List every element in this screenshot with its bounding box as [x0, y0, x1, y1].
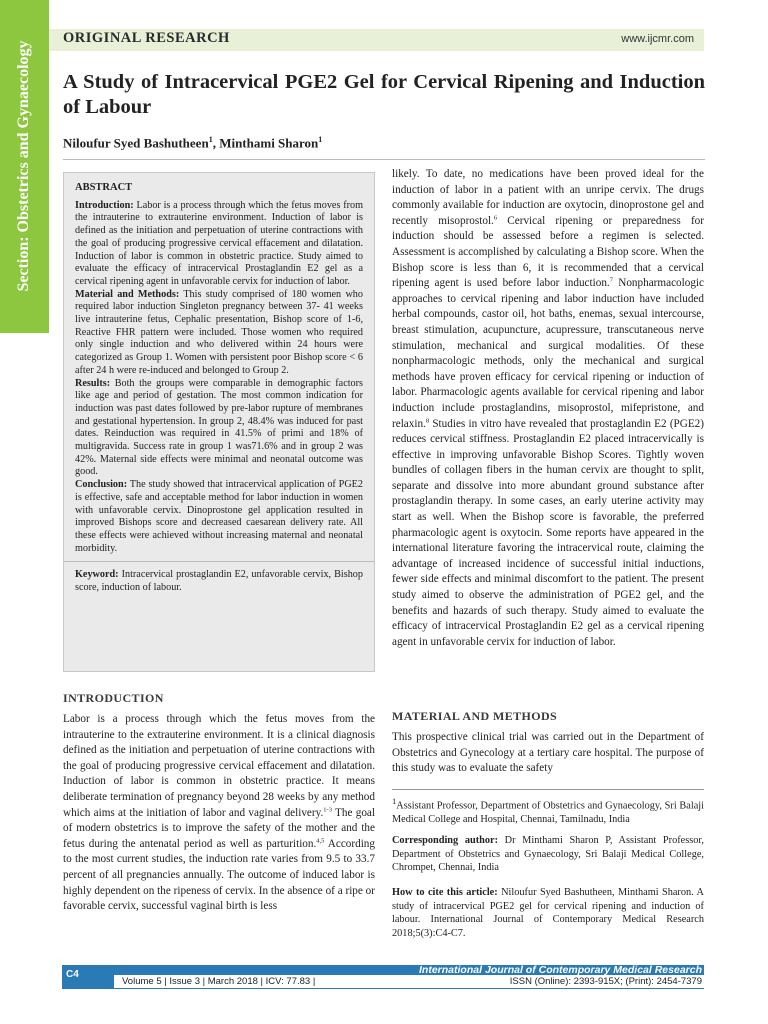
methods-text: This prospective clinical trial was carried out in the Department of Obstetrics and Gynecology at a tertiary care hospital. The purpose of this study was to evaluate the safety — [392, 731, 704, 775]
affiliation-footnote — [392, 795, 704, 827]
affiliation-mark: 1 — [392, 796, 397, 806]
volume-info: Volume 5 | Issue 3 | March 2018 | ICV: 77.83 | — [122, 976, 316, 987]
body-text: Nonpharmacologic approaches to cervical ripening and labor induction have included herbal compounds, castor oil, hot baths, enemas, sexual intercourse, breast stimulation, acupuncture, acupressure, transcutaneous nerve stimulation, mechanical and surgical modalities. Of these nonpharmacologic methods, only the mechanical and surgical methods have proven efficacy for cervical ripening or induction of labor. Pharmacologic agents available for cervical ripening and labor induction include prostaglandins, misoprostol, mifepristone, and relaxin. — [392, 277, 704, 430]
keyword-text: Intracervical prostaglandin E2, unfavorable cervix, Bishop score, induction of labour. — [75, 569, 363, 594]
keyword-label: Keyword: — [75, 569, 119, 581]
footnote-text: Niloufur Syed Bashutheen, Minthami Sharon. A study of intracervical PGE2 gel for cervical ripening and induction of labour. International Journal of Contemporary Medical Research 2018;5(3):C4-C7. — [392, 887, 704, 939]
abstract-introduction — [75, 200, 363, 289]
abstract-text: Both the groups were comparable in demographic factors like age and period of gestation. The most common indication for induction was past dates followed by pre-labor rupture of membranes and gestational hypertension. In group 2, 48.4% was induced for past dates. Reinduction was required in 41.5% of primi and 18% of multigravida. Success rate in group 1 was71.6% and in group 2 was 42%. Maternal side effects were minimal and neonatal outcome was good. — [75, 377, 363, 478]
keyword-section — [64, 561, 374, 594]
footnote-divider — [392, 789, 704, 790]
section-label: Section: Obstetrics and Gynaecology — [15, 40, 32, 292]
introduction-heading: INTRODUCTION — [63, 691, 164, 705]
abstract-label: Material and Methods: — [75, 288, 180, 300]
footnote-label: Corresponding author: — [392, 835, 499, 846]
abstract-label: Results: — [75, 377, 111, 389]
abstract-text: The study showed that intracervical application of PGE2 is effective, safe and acceptable method for labor induction in women with unfavorable cervix. Dinoprostone gel application resulted in improved Bishops score and decreased caesarean delivery rate. All these effects were achieved without increasing maternal and neonatal morbidity. — [75, 479, 363, 554]
author-separator: , — [212, 135, 220, 151]
abstract-conclusion — [75, 479, 363, 555]
abstract-methods — [75, 289, 363, 378]
body-text: According to the most current studies, the induction rate varies from 9.5 to 33.7 percent of all pregnancies annually. The outcome of induced labor is highly dependent on the ripeness of cervix. In the absence of a ripe or favorable cervix, successful vaginal birth is less — [63, 837, 375, 913]
right-column-text — [392, 167, 704, 650]
body-text: Labor is a process through which the fetus moves from the intrauterine to the extrauterine environment. It is a clinical diagnosis defined as the initiation and perpetuation of uterine contractions with the goal of producing progressive cervical effacement and dilatation. Induction of labor is common in obstetric practice. It means deliberate termination of pregnancy beyond 28 weeks by any method which aims at the initiation of labor and vaginal delivery. — [63, 713, 375, 819]
authors — [63, 135, 322, 151]
citation-ref: 6 — [493, 214, 498, 222]
issn-info: ISSN (Online): 2393-915X; (Print): 2454-7379 — [509, 976, 702, 987]
section-sidebar — [0, 0, 49, 333]
abstract-label: Introduction: — [75, 199, 134, 211]
page-number: C4 — [62, 967, 114, 989]
body-text: The goal of modern obstetrics is to improve the safety of the mother and the fetus during the antenatal period as well as parturition. — [63, 806, 375, 850]
keywords — [75, 569, 363, 594]
citation-note — [392, 886, 704, 940]
body-text: likely. To date, no medications have been proved ideal for the induction of labor in a patient with an unripe cervix. The drugs commonly available for induction are oxytocin, dinoprostone gel and recently misoprostol. — [392, 168, 704, 227]
author-affiliation-mark: 1 — [208, 135, 213, 144]
author-name: Minthami Sharon — [219, 135, 319, 151]
abstract-heading: ABSTRACT — [75, 182, 133, 193]
citation-ref: 1-3 — [323, 805, 332, 813]
title-divider — [63, 159, 705, 160]
article-type-label: ORIGINAL RESEARCH — [63, 30, 230, 46]
abstract-text: This study comprised of 180 women who required labor induction Singleton pregnancy between 37- 41 weeks live intrauterine fetus, Cephalic presentation, Bishop score of 1-6, Reactive FHR pattern were included. Those women who required only single induction and who delivered within 24 hours were categorized as Group 1. Women with persistent poor Bishop score < 6 after 24 h were re-induced and belonged to Group 2. — [75, 288, 363, 376]
footnote-label: How to cite this article: — [392, 887, 498, 898]
methods-heading: MATERIAL AND METHODS — [392, 709, 558, 723]
citation-ref: 4,5 — [316, 837, 325, 845]
author-name: Niloufur Syed Bashutheen — [63, 135, 209, 151]
journal-name: International Journal of Contemporary Medical Research — [419, 964, 702, 976]
abstract-results — [75, 378, 363, 480]
footnote-text: Assistant Professor, Department of Obstetrics and Gynaecology, Sri Balaji Medical College and Hospital, Chennai, Tamilnadu, India — [392, 800, 704, 826]
body-text: Cervical ripening or preparedness for induction should be assessed before a regimen is selected. Assessment is accomplished by calculating a Bishop score. When the Bishop score is less than 6, it is recommended that a cervical ripening agent is used before labor induction. — [392, 214, 704, 290]
footnote-text: Dr Minthami Sharon P, Assistant Professor, Department of Obstetrics and Gynaecology, Sri Balaji Medical College, Chrompet, Chennai, India — [392, 835, 704, 874]
author-affiliation-mark: 1 — [318, 135, 323, 144]
introduction-text — [63, 712, 375, 915]
journal-url[interactable]: www.ijcmr.com — [621, 33, 694, 45]
abstract-box — [63, 172, 375, 672]
abstract-label: Conclusion: — [75, 479, 128, 491]
citation-ref: 8 — [425, 416, 430, 424]
corresponding-author — [392, 834, 704, 875]
abstract-text: Labor is a process through which the fetus moves from the intrauterine to extrauterine environment. Induction of labor is defined as the initiation and perpetuation of uterine contractions with the goal of producing progressive cervical effacement and dilatation. Induction of labor is common in obstetric practice. Study aimed to evaluate the efficacy of intracervical Prostaglandin E2 gel as a cervical ripening agent in unfavorable cervix for induction of labor. — [75, 199, 363, 287]
article-title: A Study of Intracervical PGE2 Gel for Cervical Ripening and Induction of Labour — [63, 71, 705, 118]
citation-ref: 7 — [609, 276, 613, 284]
body-text: Studies in vitro have revealed that prostaglandin E2 (PGE2) reduces cervical stiffness. Prostaglandin E2 placed intracervically is effective in improving unfavorable Bishop Scores. Tightly woven bundles of collagen fibers in the human cervix are thought to split, separate and dissolve into more abundant ground substance after prostaglandin therapy. In some cases, an early uterine activity may start as well. When the Bishop score is favorable, the preferred pharmacologic agent is oxytocin. Some reports have appeared in the international literature favoring the intracervical route, claiming the advantage of increased incidence of successful initial inductions, fewer side effects and minimal discomfort to the patient. The present study aimed to observe the administration of PGE2 gel, and the benefits and hazards of such therapy. Study aimed to evaluate the efficacy of intracervical Prostaglandin E2 gel as a cervical ripening agent in unfavorable cervix for induction of labor. — [392, 417, 704, 648]
